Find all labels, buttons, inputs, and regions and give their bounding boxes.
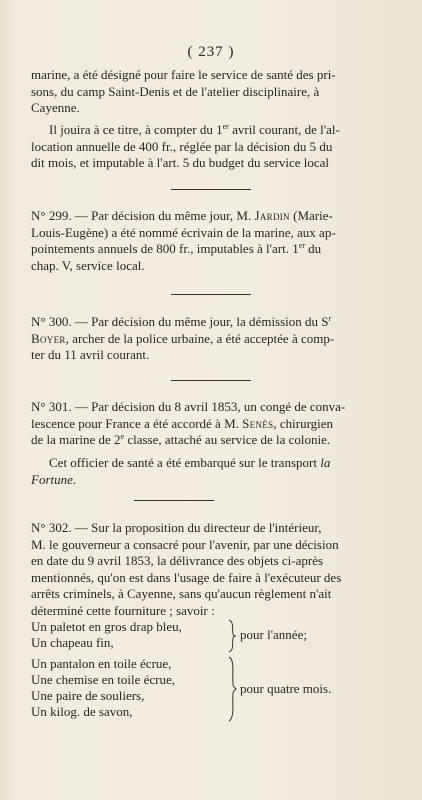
text-line: N° 301. — Par décision du 8 avril 1853, un congé de conva- (31, 399, 346, 414)
items-yearly (31, 619, 393, 651)
separator-rule (171, 294, 251, 295)
entry-number: N° 300. (31, 314, 72, 329)
text-line: chap. V, service local. (31, 257, 145, 273)
text-line: N° 299. — Par décision du même jour, M. Jardin (Marie- (31, 208, 333, 223)
list-item: Une chemise en toile écrue, (31, 672, 176, 687)
text-line: déterminé cette fourniture ; savoir : (31, 602, 215, 618)
text-line: arrêts criminels, à Cayenne, sans qu'aucun règlement n'ait (31, 586, 332, 601)
separator-rule (134, 500, 214, 501)
entry-number: N° 301. (31, 399, 72, 414)
brace-four-months (226, 656, 238, 722)
text-line: Cayenne. (31, 100, 80, 115)
brace-yearly (226, 619, 238, 653)
entry-300 (31, 314, 393, 364)
text-line: de la marine de 2e classe, attaché au service de la colonie. (31, 432, 331, 447)
text-line: Il jouira à ce titre, à compter du 1er avril courant, de l'al- (49, 122, 340, 137)
continued-paragraph (31, 67, 393, 117)
ship-name: la (320, 455, 331, 470)
text-line: en date du 9 avril 1853, la délivrance des objets ci-après (31, 553, 324, 568)
entry-number: N° 302. (31, 520, 72, 535)
list-item: Un chapeau fin, (31, 635, 114, 650)
separator-rule (171, 380, 251, 381)
text-line: mentionnés, qu'on est dans l'usage de faire à l'exécuteur des (31, 569, 342, 585)
entry-302 (31, 520, 393, 619)
text-line: N° 302. — Sur la proposition du directeur de l'intérieur, (31, 520, 322, 535)
list-item: Un kilog. de savon, (31, 704, 133, 719)
person-name: Boyer (31, 330, 66, 346)
note-four-months: pour quatre mois. (240, 681, 332, 696)
salary-paragraph (31, 122, 393, 172)
entry-301 (31, 399, 393, 449)
text-line: sons, du camp Saint-Denis et de l'atelier disciplinaire, à (31, 83, 320, 99)
list-item: Une paire de souliers, (31, 688, 145, 703)
text-line: N° 300. — Par décision du même jour, la démission du $S^r$ (31, 314, 332, 329)
page-number: ( 237 ) (187, 44, 235, 60)
text-line: Fortune. (31, 471, 77, 487)
note-yearly: pour l'année; (240, 627, 307, 642)
person-name: Senès (242, 415, 274, 431)
text-line: pointements annuels de 800 fr., imputables à l'art. 1er du (31, 241, 322, 256)
text-line: M. le gouverneur a consacré pour l'avenir, par une décision (31, 536, 339, 552)
person-name: Jardin (254, 208, 290, 223)
list-item: Un paletot en gros drap bleu, (31, 619, 182, 634)
text-line: lescence pour France a été accordé à M. Senès, chirurgien (31, 415, 334, 431)
entry-301-note (31, 455, 393, 488)
text-line: Louis-Eugène) a été nommé écrivain de la marine, aux ap- (31, 224, 336, 240)
entry-number: N° 299. (31, 208, 72, 223)
text-line: location annuelle de 400 fr., réglée par la décision du 5 du (31, 138, 333, 154)
text-line: marine, a été désigné pour faire le service de santé des pri- (31, 67, 336, 82)
text-line: Cet officier de santé a été embarqué sur le transport la (49, 455, 331, 470)
list-item: Un pantalon en toile écrue, (31, 656, 172, 671)
items-four-months (31, 656, 393, 720)
text-line: ter du 11 avril courant. (31, 347, 150, 362)
text-line: Boyer, archer de la police urbaine, a été acceptée à comp- (31, 330, 335, 346)
text-line: dit mois, et imputable à l'art. 5 du budget du service local (31, 155, 330, 170)
separator-rule (171, 189, 251, 190)
entry-299 (31, 208, 393, 274)
